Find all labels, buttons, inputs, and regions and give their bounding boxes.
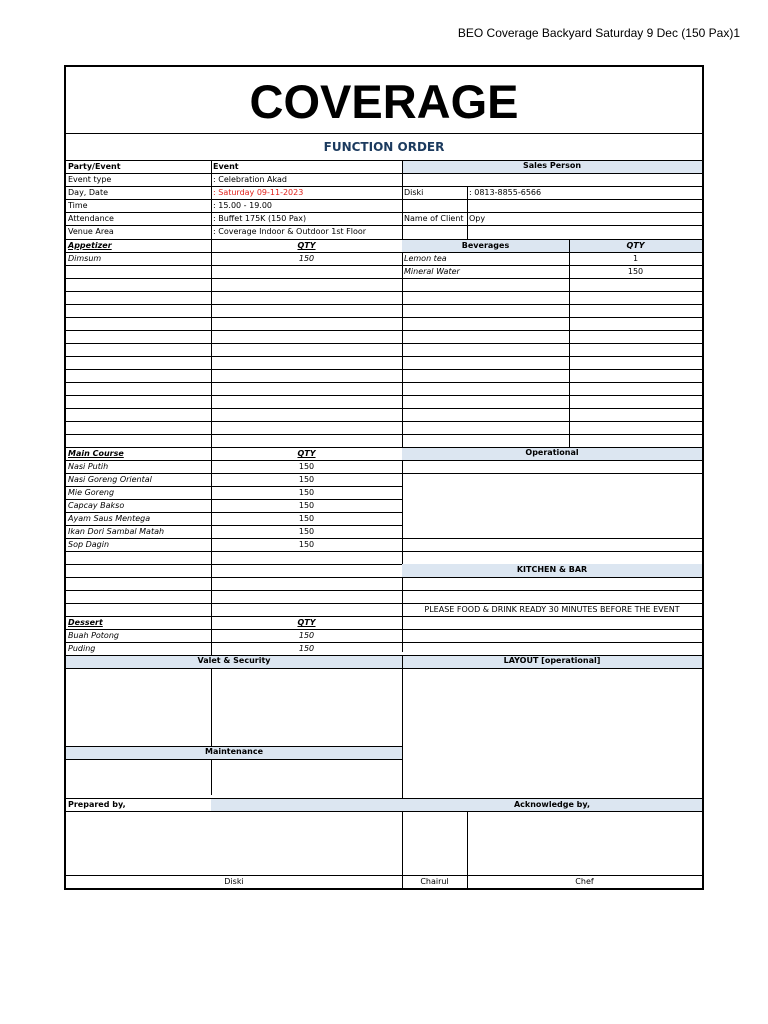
event-type-value: : Celebration Akad [213, 175, 287, 184]
beverages-header: Beverages [461, 241, 510, 250]
client-label: Name of Client [404, 214, 464, 223]
main-course-item-qty: 150 [298, 527, 315, 536]
kitchen-bar-note: PLEASE FOOD & DRINK READY 30 MINUTES BEFORE THE EVENT [424, 605, 680, 614]
acknowledge-by-label: Acknowledge by, [513, 800, 591, 809]
day-date-value: : Saturday 09-11-2023 [213, 188, 304, 197]
time-label: Time [68, 201, 88, 210]
beverage-item-name: Mineral Water [404, 267, 460, 276]
document-header: BEO Coverage Backyard Saturday 9 Dec (150 Pax)1 [457, 26, 740, 40]
prepared-by-label: Prepared by, [68, 800, 126, 809]
beverage-item-qty: 1 [632, 254, 639, 263]
second-signature-name: Chef [575, 877, 594, 886]
attendance-value: : Buffet 175K (150 Pax) [213, 214, 307, 223]
maintenance-header: Maintenance [204, 747, 263, 756]
main-course-item-name: Capcay Bakso [68, 501, 125, 510]
form-subtitle: FUNCTION ORDER [323, 140, 445, 154]
main-course-item-name: Ayam Saus Mentega [68, 514, 151, 523]
kitchen-bar-header: KITCHEN & BAR [516, 565, 588, 574]
main-course-item-name: Nasi Putih [68, 462, 109, 471]
appetizer-qty-header: QTY [297, 241, 316, 250]
main-course-item-qty: 150 [298, 475, 315, 484]
sales-person-header: Sales Person [522, 161, 582, 170]
main-course-header: Main Course [68, 449, 124, 458]
event-type-label: Event type [68, 175, 112, 184]
sales-person-phone: : 0813-8855-6566 [469, 188, 542, 197]
first-signature-name: Chairul [420, 877, 449, 886]
dessert-item-name: Buah Potong [68, 631, 119, 640]
main-course-item-qty: 150 [298, 488, 315, 497]
main-course-item-qty: 150 [298, 501, 315, 510]
client-value: Opy [469, 214, 486, 223]
main-course-item-name: Nasi Goreng Oriental [68, 475, 152, 484]
beverages-qty-header: QTY [626, 241, 645, 250]
dessert-item-qty: 150 [298, 644, 315, 653]
attendance-label: Attendance [68, 214, 114, 223]
appetizer-header: Appetizer [68, 241, 112, 250]
function-order-form [64, 65, 704, 890]
dessert-item-qty: 150 [298, 631, 315, 640]
operational-header: Operational [525, 448, 579, 457]
dessert-qty-header: QTY [297, 618, 316, 627]
title-divider [66, 133, 702, 134]
main-course-item-name: Sop Dagin [68, 540, 110, 549]
main-course-item-qty: 150 [298, 514, 315, 523]
venue-area-label: Venue Area [68, 227, 114, 236]
valet-security-header: Valet & Security [197, 656, 271, 665]
form-title: COVERAGE [249, 75, 519, 128]
dessert-header: Dessert [68, 618, 103, 627]
day-date-label: Day, Date [68, 188, 109, 197]
beverage-item-qty: 150 [627, 267, 644, 276]
prepared-signature-name: Diski [224, 877, 244, 886]
event-header: Event [213, 162, 239, 171]
appetizer-item-qty: 150 [298, 254, 315, 263]
main-course-item-qty: 150 [298, 540, 315, 549]
time-value: : 15.00 - 19.00 [213, 201, 273, 210]
appetizer-item-name: Dimsum [68, 254, 102, 263]
main-course-item-qty: 150 [298, 462, 315, 471]
sales-person-name: Diski [404, 188, 424, 197]
layout-operational-header: LAYOUT [operational] [503, 656, 601, 665]
party-event-label: Party/Event [68, 162, 121, 171]
dessert-item-name: Puding [68, 644, 96, 653]
main-course-item-name: Mie Goreng [68, 488, 115, 497]
main-course-qty-header: QTY [297, 449, 316, 458]
venue-area-value: : Coverage Indoor & Outdoor 1st Floor [213, 227, 367, 236]
main-course-item-name: Ikan Dori Sambal Matah [68, 527, 165, 536]
beverage-item-name: Lemon tea [404, 254, 447, 263]
